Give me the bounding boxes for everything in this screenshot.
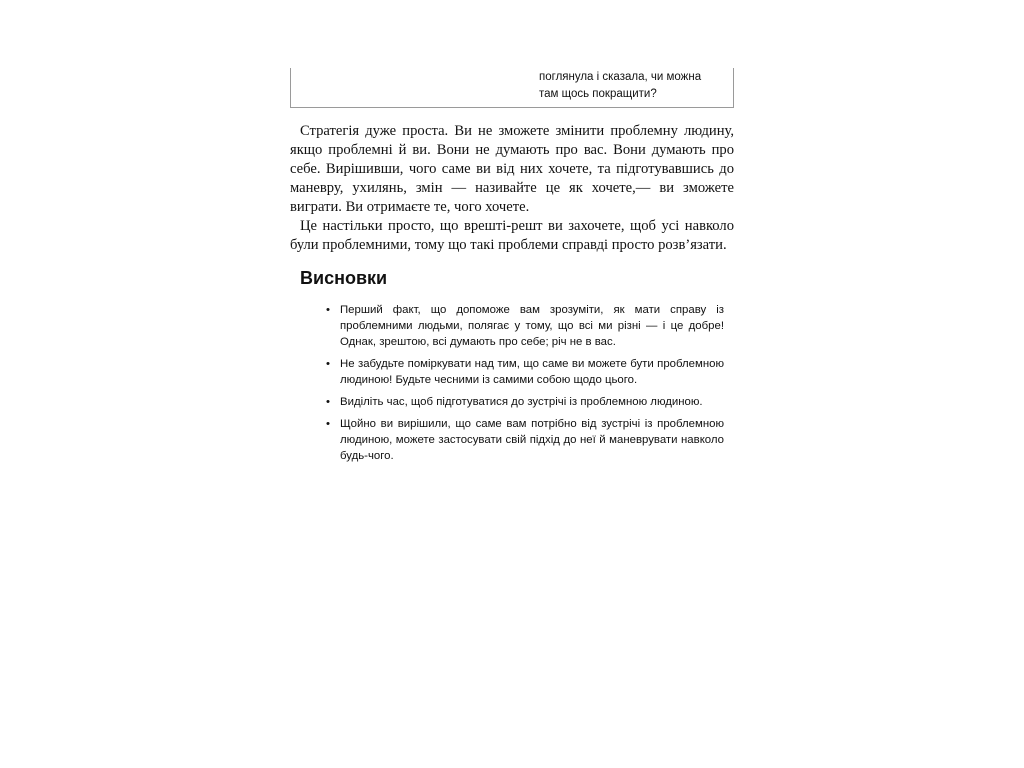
bullet-icon: • bbox=[326, 304, 330, 316]
list-item bbox=[326, 302, 724, 350]
body-paragraph: Це настільки просто, що врешті-решт ви захочете, щоб усі навколо були проблемними, тому що такі проблеми справді просто розв’язати. bbox=[290, 218, 734, 253]
conclusions-list bbox=[326, 302, 724, 470]
body-text bbox=[290, 122, 734, 255]
table-cell-line: там щось покращити? bbox=[539, 88, 657, 100]
list-item-text: Перший факт, що допоможе вам зрозуміти, як мати справу із проблемними людьми, полягає у тому, що всі ми різні — і це добре! Однак, зрештою, всі думають про себе; річ не в вас. bbox=[340, 304, 724, 348]
list-item bbox=[326, 394, 724, 410]
table-cell-line: поглянула і сказала, чи можна bbox=[539, 71, 702, 83]
body-paragraph: Стратегія дуже проста. Ви не зможете змінити проблемну людину, якщо проблемні й ви. Вони не думають про вас. Вони думають про себе. Вирішивши, чого саме ви від них хочете, та підготувавшись до маневру, ухилянь, змін — називайте це як хочете,— ви зможете виграти. Ви отримаєте те, чого хочете. bbox=[290, 123, 734, 215]
list-item bbox=[326, 416, 724, 464]
list-item-text: Виділіть час, щоб підготуватися до зустрічі із проблемною людиною. bbox=[340, 396, 703, 408]
bullet-icon: • bbox=[326, 396, 330, 408]
section-title: Висновки bbox=[300, 268, 388, 288]
list-item bbox=[326, 356, 724, 388]
bullet-icon: • bbox=[326, 358, 330, 370]
list-item-text: Щойно ви вирішили, що саме вам потрібно від зустрічі із проблемною людиною, можете застосувати свій підхід до неї й маневрувати навколо будь-чого. bbox=[340, 418, 724, 462]
list-item-text: Не забудьте поміркувати над тим, що саме ви можете бути проблемною людиною! Будьте чесними із самими собою щодо цього. bbox=[340, 358, 724, 386]
table-fragment bbox=[290, 68, 734, 108]
table-cell bbox=[539, 69, 729, 103]
bullet-icon: • bbox=[326, 418, 330, 430]
